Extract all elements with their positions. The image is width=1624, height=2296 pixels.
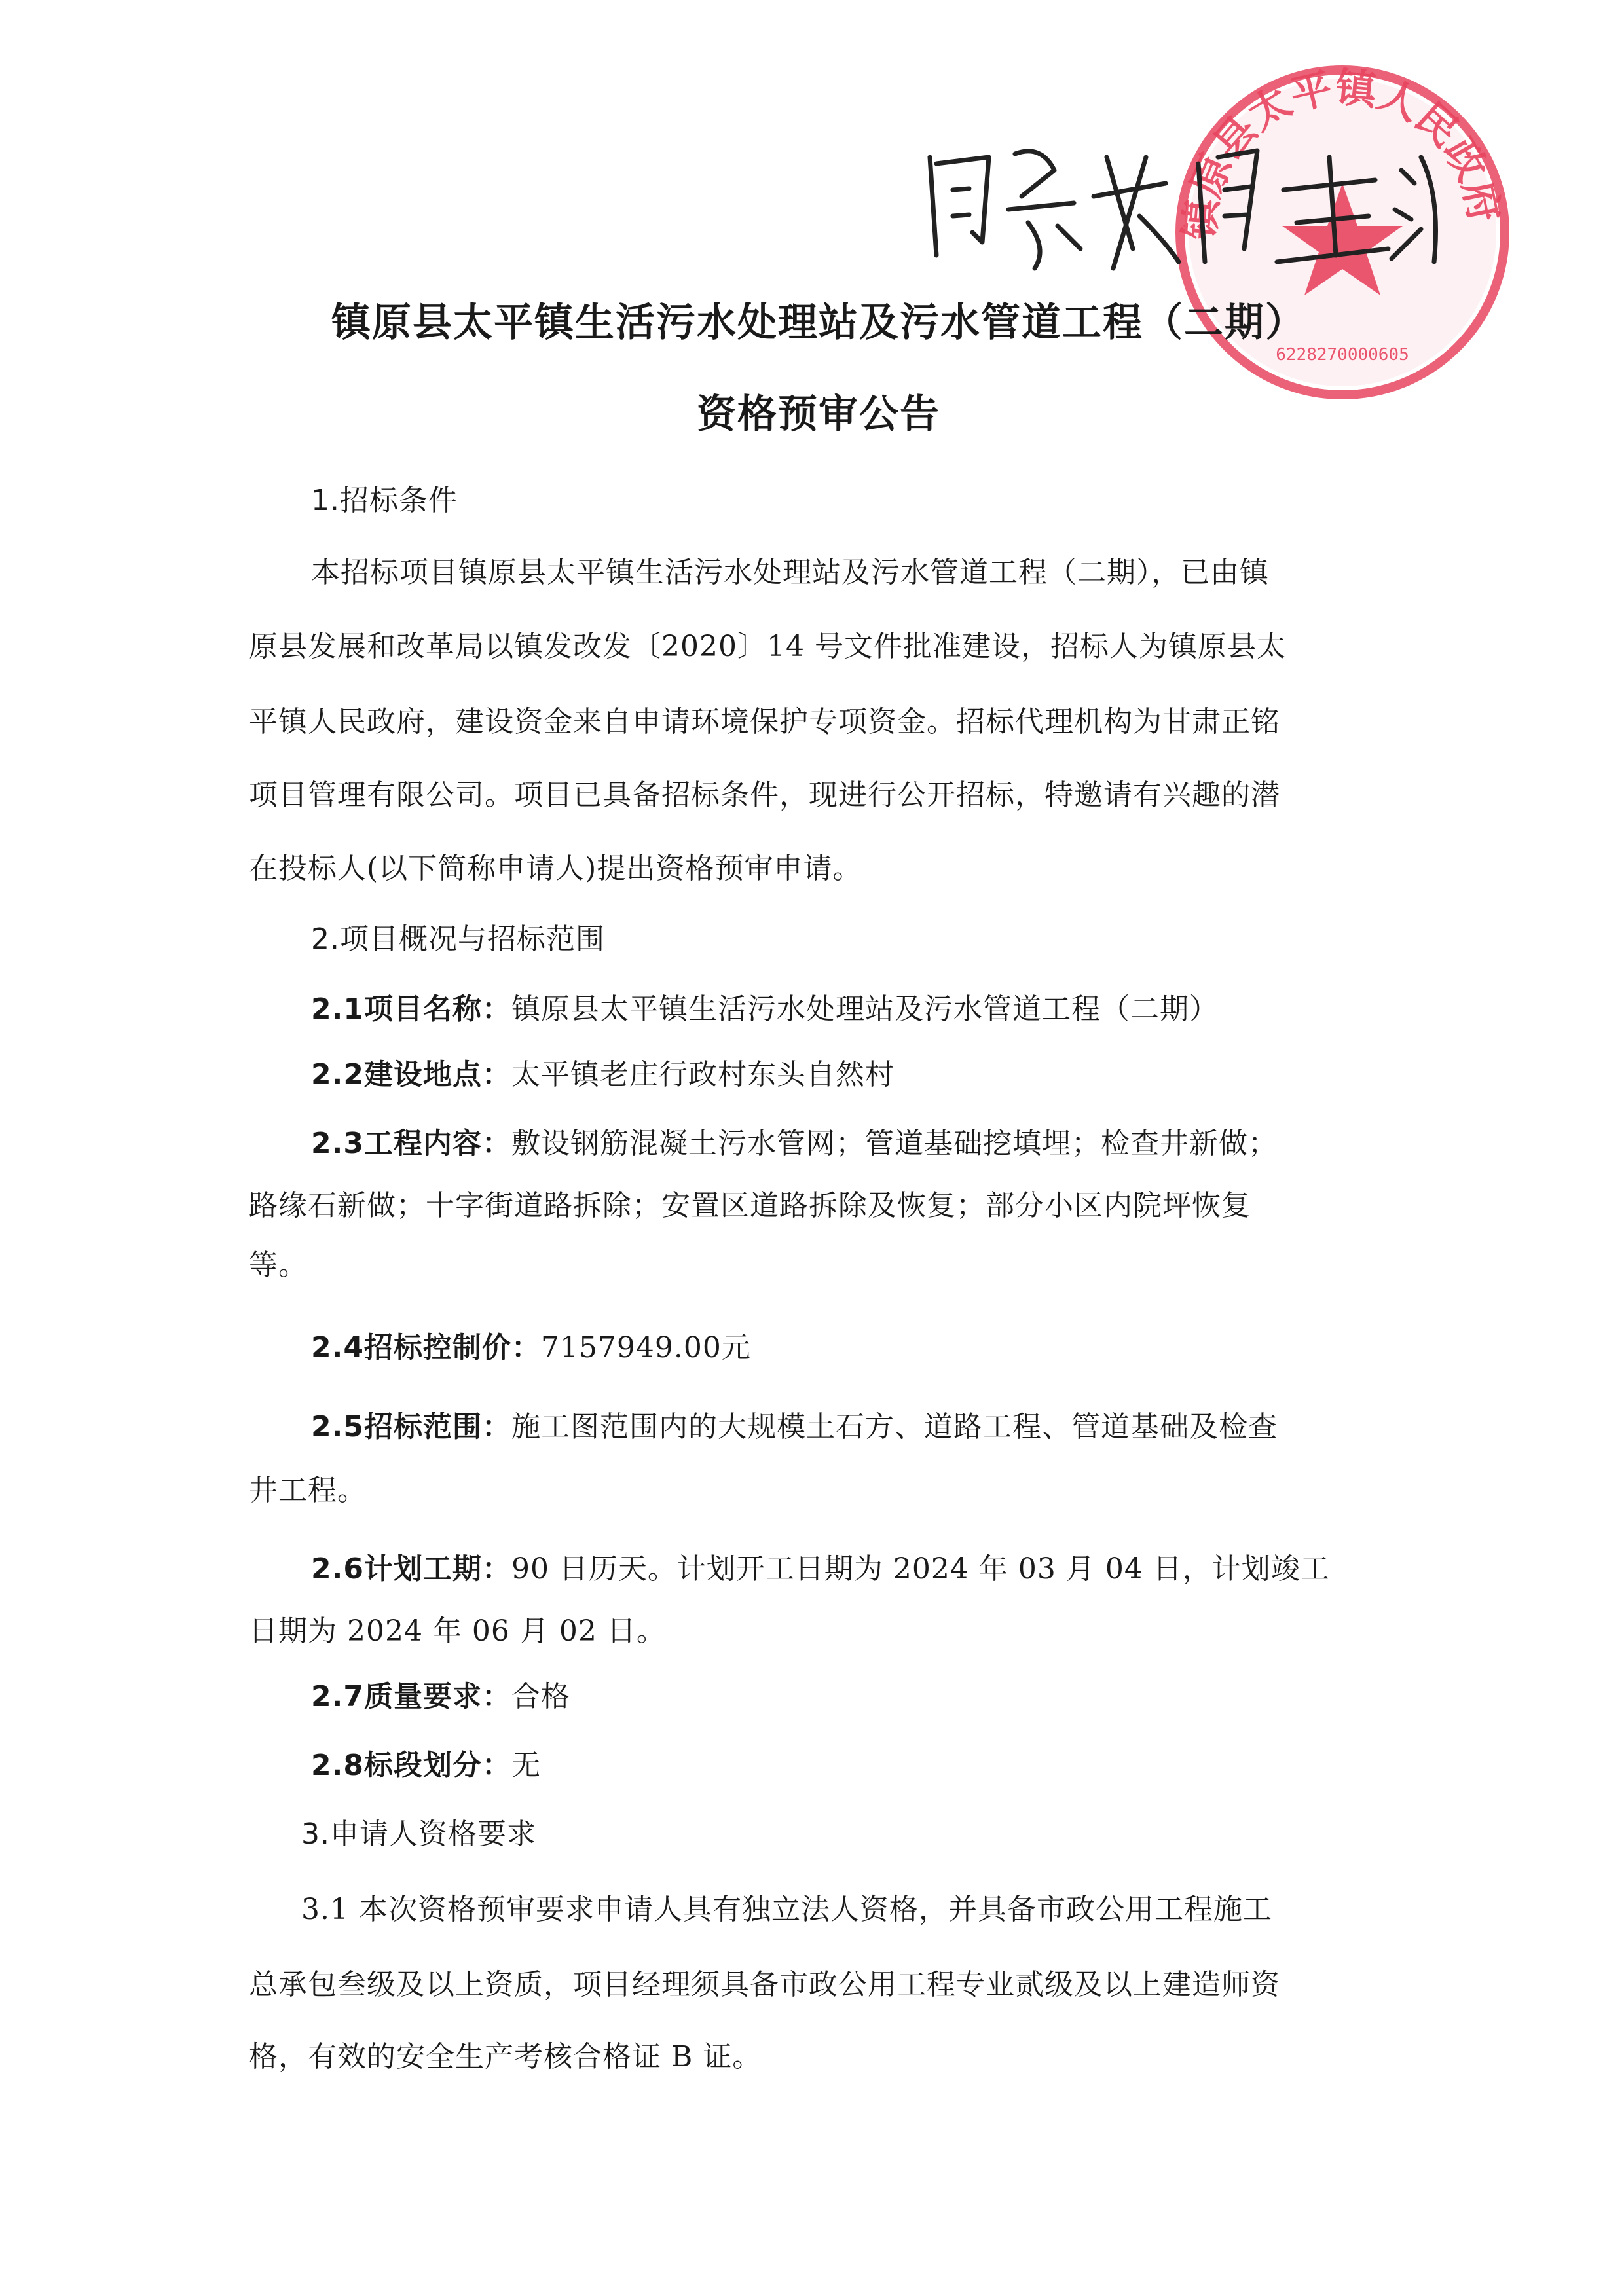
item-2-2 [311, 1051, 895, 1093]
svg-text:镇原县太平镇人民政府: 镇原县太平镇人民政府 [1175, 63, 1509, 242]
item-continuation: 等。 [249, 1248, 308, 1282]
paragraph-line: 本招标项目镇原县太平镇生活污水处理站及污水管道工程（二期），已由镇 [311, 556, 1269, 589]
item-value: 施工图范围内的大规模土石方、道路工程、管道基础及检查 [511, 1410, 1278, 1444]
section-2-heading: 2.项目概况与招标范围 [311, 922, 605, 956]
section-3-heading: 3.申请人资格要求 [301, 1817, 536, 1851]
item-label: 2.8标段划分： [311, 1749, 511, 1782]
item-2-4 [311, 1324, 751, 1366]
item-label: 2.4招标控制价： [311, 1331, 541, 1364]
paragraph-line: 格，有效的安全生产考核合格证 B 证。 [249, 2040, 762, 2073]
item-continuation: 井工程。 [249, 1474, 367, 1507]
item-continuation: 日期为 2024 年 06 月 02 日。 [249, 1614, 666, 1648]
item-2-1 [311, 985, 1219, 1027]
paragraph-line: 总承包叁级及以上资质，项目经理须具备市政公用工程专业贰级及以上建造师资 [249, 1968, 1280, 2001]
document-subtitle: 资格预审公告 [697, 392, 940, 437]
item-label: 2.6计划工期： [311, 1552, 511, 1586]
paragraph-line: 3.1 本次资格预审要求申请人具有独立法人资格，并具备市政公用工程施工 [301, 1893, 1272, 1926]
document-title: 镇原县太平镇生活污水处理站及污水管道工程（二期） [331, 300, 1306, 346]
item-label: 2.3工程内容： [311, 1127, 511, 1160]
item-label: 2.2建设地点： [311, 1058, 511, 1091]
item-value: 90 日历天。计划开工日期为 2024 年 03 月 04 日，计划竣工 [511, 1552, 1330, 1586]
section-1-heading: 1.招标条件 [311, 484, 458, 517]
paragraph-line: 原县发展和改革局以镇发改发〔2020〕14 号文件批准建设，招标人为镇原县太 [249, 630, 1286, 663]
svg-text:6228270000605: 6228270000605 [1276, 345, 1409, 365]
item-label: 2.7质量要求： [311, 1680, 511, 1713]
item-value: 太平镇老庄行政村东头自然村 [511, 1058, 895, 1091]
item-2-7 [311, 1673, 570, 1715]
paragraph-line: 项目管理有限公司。项目已具备招标条件，现进行公开招标，特邀请有兴趣的潜 [249, 778, 1280, 812]
item-2-3 [311, 1120, 1278, 1161]
paragraph-line: 平镇人民政府，建设资金来自申请环境保护专项资金。招标代理机构为甘肃正铭 [249, 705, 1280, 738]
item-value: 敷设钢筋混凝土污水管网；管道基础挖填埋；检查井新做； [511, 1127, 1278, 1160]
handwritten-signature [917, 118, 1454, 282]
item-label: 2.5招标范围： [311, 1410, 511, 1444]
item-label: 2.1项目名称： [311, 993, 511, 1026]
paragraph-line: 在投标人(以下简称申请人)提出资格预审申请。 [249, 852, 862, 885]
item-2-8 [311, 1741, 541, 1783]
item-continuation: 路缘石新做；十字街道路拆除；安置区道路拆除及恢复；部分小区内院坪恢复 [249, 1189, 1251, 1222]
item-value: 无 [511, 1749, 541, 1782]
item-value: 合格 [511, 1680, 570, 1713]
item-value: 镇原县太平镇生活污水处理站及污水管道工程（二期） [511, 993, 1219, 1026]
item-2-5 [311, 1403, 1278, 1445]
item-2-6 [311, 1545, 1330, 1587]
item-value: 7157949.00元 [540, 1331, 751, 1364]
